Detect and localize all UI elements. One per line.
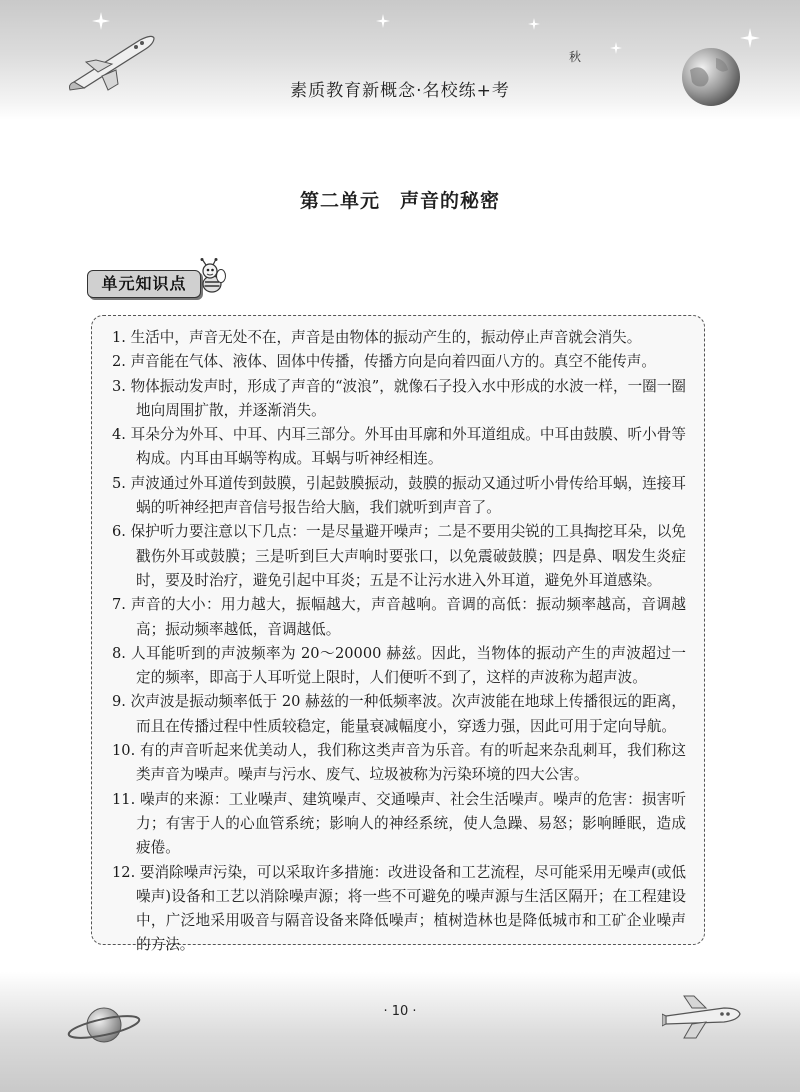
knowledge-point: 7. 声音的大小：用力越大，振幅越大，声音越响。音调的高低：振动频率越高，音调越高；振动频率越低，音调越低。 (112, 596, 686, 638)
knowledge-point: 9. 次声波是振动频率低于 20 赫兹的一种低频率波。次声波能在地球上传播很远的距离，而且在传播过程中性质较稳定，能量衰减幅度小，穿透力强，因此可用于定向导航。 (112, 693, 686, 735)
knowledge-point: 6. 保护听力要注意以下几点：一是尽量避开噪声；二是不要用尖锐的工具掏挖耳朵，以免戳伤外耳或鼓膜；三是听到巨大声响时要张口，以免震破鼓膜；四是鼻、咽发生炎症时，要及时治疗，避免引起中耳炎；五是不让污水进入外耳道，避免外耳道感染。 (112, 523, 686, 589)
knowledge-point: 12. 要消除噪声污染，可以采取许多措施：改进设备和工艺流程，尽可能采用无噪声(或低噪声)设备和工艺以消除噪声源；将一些不可避免的噪声源与生活区隔开；在工程建设中，广泛地采用吸音与隔音设备来降低噪声；植树造林也是降低城市和工矿企业噪声的方法。 (112, 863, 686, 954)
knowledge-point: 2. 声音能在气体、液体、固体中传播，传播方向是向着四面八方的。真空不能传声。 (112, 353, 656, 371)
star-icon (528, 18, 540, 30)
knowledge-points-box (91, 315, 705, 954)
unit-title: 第二单元 声音的秘密 (299, 190, 500, 212)
knowledge-point: 5. 声波通过外耳道传到鼓膜，引起鼓膜振动，鼓膜的振动又通过听小骨传给耳蜗，连接耳蜗的听神经把声音信号报告给大脑，我们就听到声音了。 (112, 474, 686, 517)
header-title: 素质教育新概念·名校练+考 (290, 81, 510, 101)
season-label: 秋 (569, 50, 582, 64)
knowledge-point: 10. 有的声音听起来优美动人，我们称这类声音为乐音。有的听起来杂乱刺耳，我们称这类声音为噪声。噪声与污水、废气、垃圾被称为污染环境的四大公害。 (112, 742, 686, 784)
star-icon (740, 28, 760, 48)
section-badge: 单元知识点 (87, 270, 201, 298)
page-number: · 10 · (383, 1004, 417, 1019)
knowledge-point: 3. 物体振动发声时，形成了声音的“波浪”，就像石子投入水中形成的水波一样，一圈一圈地向周围扩散，并逐渐消失。 (112, 377, 686, 419)
knowledge-point: 1. 生活中，声音无处不在，声音是由物体的振动产生的，振动停止声音就会消失。 (112, 329, 642, 346)
bee-icon (196, 258, 226, 296)
knowledge-point: 4. 耳朵分为外耳、中耳、内耳三部分。外耳由耳廓和外耳道组成。中耳由鼓膜、听小骨等构成。内耳由耳蜗等构成。耳蜗与听神经相连。 (112, 426, 686, 468)
knowledge-point: 11. 噪声的来源：工业噪声、建筑噪声、交通噪声、社会生活噪声。噪声的危害：损害听力；有害于人的心血管系统；影响人的神经系统，使人急躁、易怒；影响睡眠，造成疲倦。 (112, 790, 686, 857)
star-icon (376, 14, 390, 28)
star-icon (610, 42, 622, 54)
knowledge-point: 8. 人耳能听到的声波频率为 20～20000 赫兹。因此，当物体的振动产生的声波超过一定的频率，即高于人耳听觉上限时，人们便听不到了，这样的声波称为超声波。 (112, 644, 686, 687)
